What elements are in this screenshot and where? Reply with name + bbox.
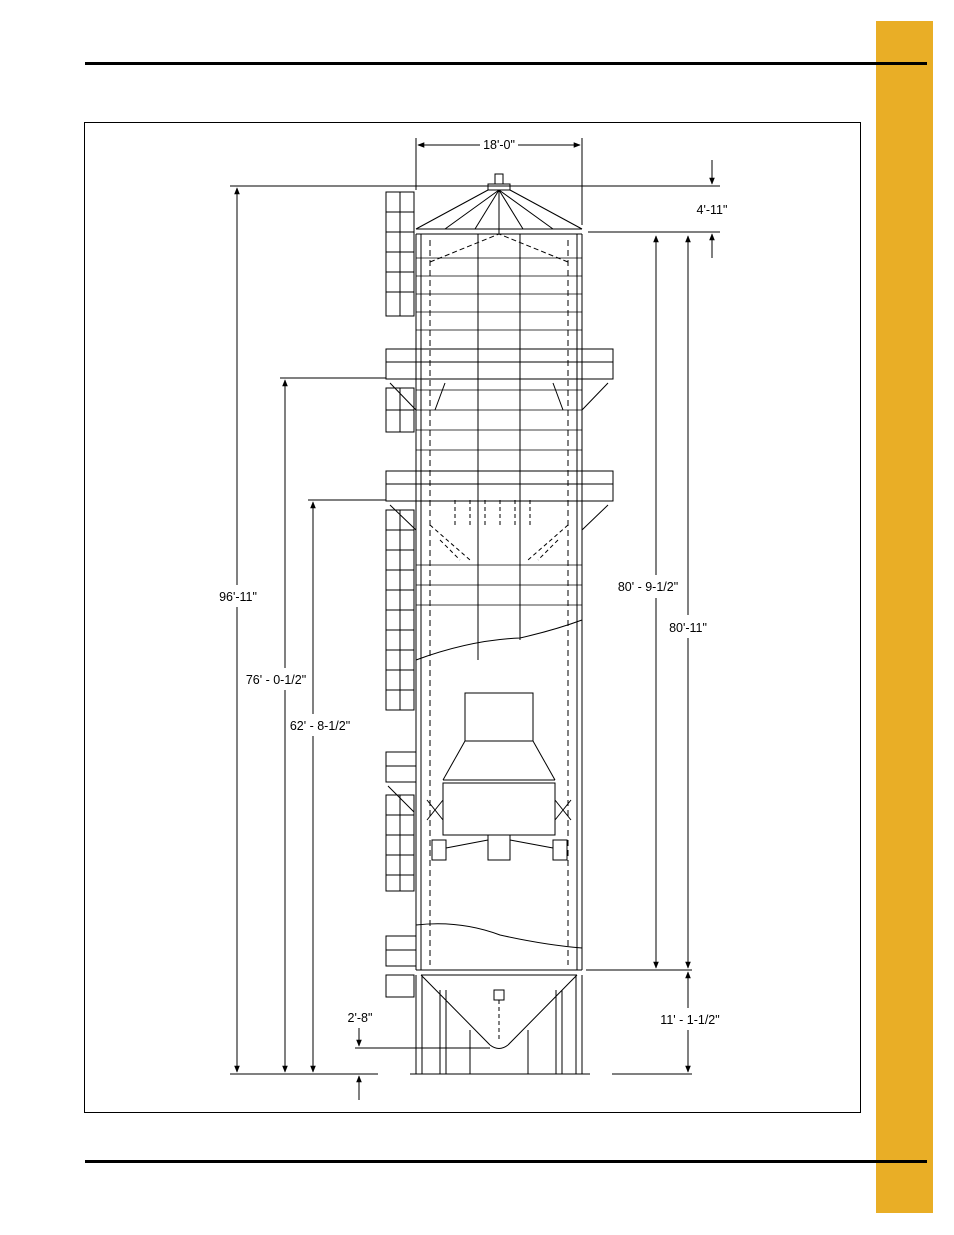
dim-eave-height: 80'-11" (669, 621, 707, 635)
cutaway-break-lower (416, 924, 582, 948)
dryer-unit (427, 693, 571, 860)
stair-tower (386, 192, 416, 997)
grain-bin (386, 174, 613, 1074)
dimension-lines (230, 138, 720, 1100)
cutaway-break-upper (416, 620, 582, 660)
dim-roof-height: 4'-11" (696, 203, 728, 217)
lower-catwalk (386, 471, 613, 560)
dim-hopper-clearance: 2'-8" (347, 1011, 373, 1025)
dim-overall-height: 96'-11" (219, 590, 257, 604)
dim-hopper-height: 11' - 1-1/2" (660, 1013, 720, 1027)
dim-width: 18'-0" (483, 138, 515, 152)
upper-catwalk (386, 349, 613, 410)
dim-upper-catwalk: 76' - 0-1/2" (245, 673, 307, 687)
dim-lower-catwalk: 62' - 8-1/2" (289, 719, 351, 733)
wall-rings (416, 258, 582, 605)
hopper (421, 975, 577, 1049)
roof (416, 190, 582, 262)
dim-sidewall-height: 80' - 9-1/2" (617, 580, 679, 594)
roof-vent (488, 174, 510, 190)
